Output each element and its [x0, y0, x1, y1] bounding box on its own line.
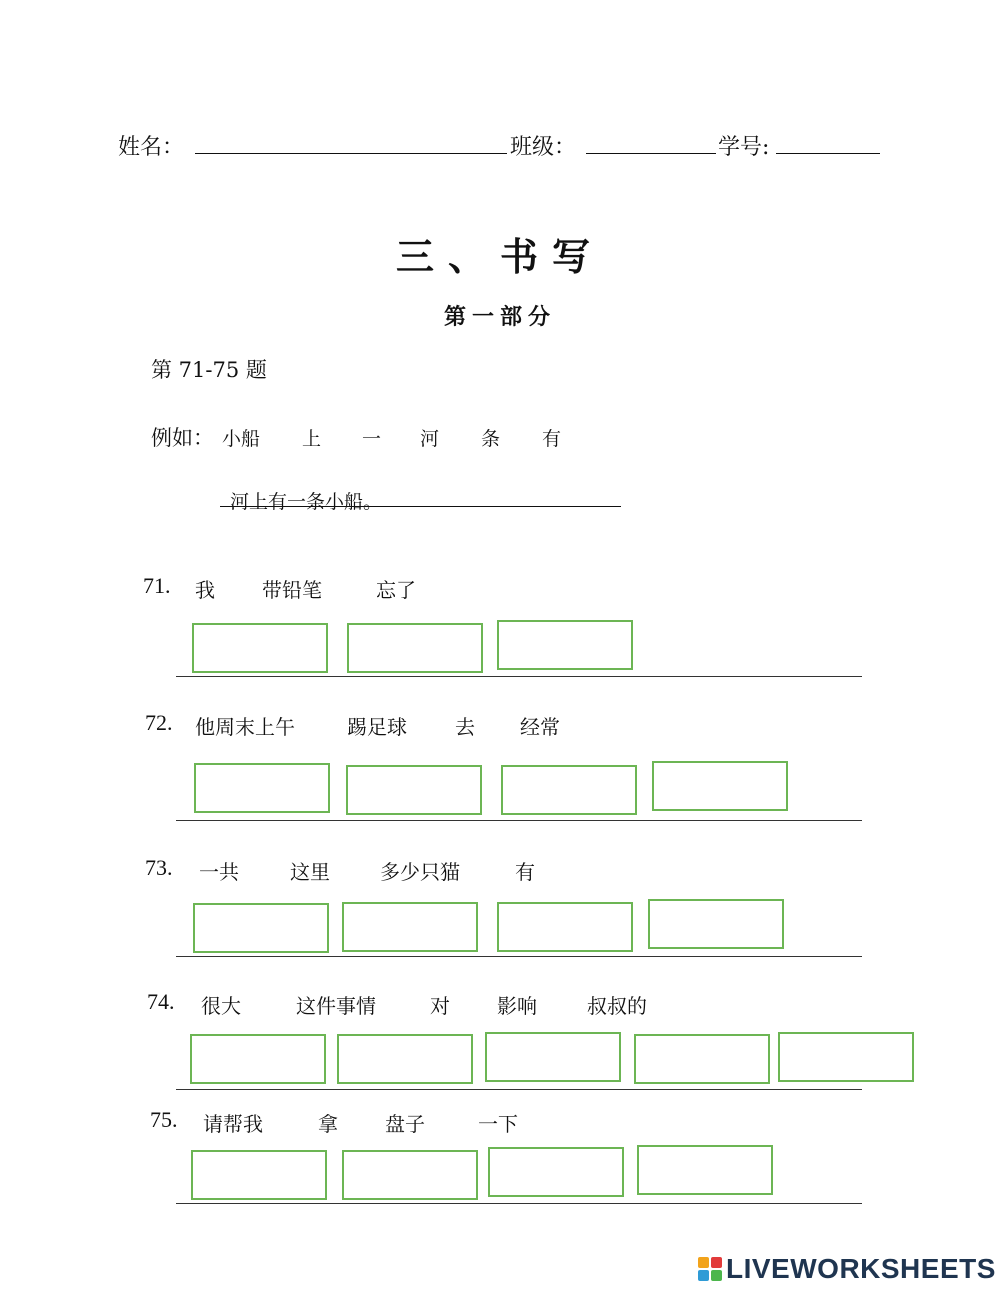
section-title: 三、书写: [395, 234, 604, 279]
answer-line-72: [176, 820, 862, 821]
answer-box-75-2[interactable]: [342, 1150, 478, 1200]
example-word: 一: [362, 428, 382, 450]
name-underline: [195, 153, 507, 154]
question-word: 对: [430, 994, 450, 1018]
answer-box-73-4[interactable]: [648, 899, 784, 949]
answer-box-75-4[interactable]: [637, 1145, 773, 1195]
question-word: 一共: [199, 860, 239, 884]
example-word: 上: [302, 428, 322, 450]
example-word: 河: [420, 428, 440, 450]
example-word: 条: [481, 428, 501, 450]
example-answer: 河上有一条小船。: [230, 491, 383, 513]
question-word: 带铅笔: [262, 578, 322, 602]
question-number-71: 71.: [143, 573, 171, 598]
answer-box-74-2[interactable]: [337, 1034, 473, 1084]
answer-box-72-3[interactable]: [501, 765, 637, 815]
answer-box-75-3[interactable]: [488, 1147, 624, 1197]
liveworksheets-logo: [698, 1252, 996, 1286]
question-number-73: 73.: [145, 855, 173, 880]
question-word: 忘了: [376, 578, 416, 602]
example-answer-underline: [220, 506, 621, 507]
instruction: 第 71-75 题: [151, 358, 267, 382]
answer-box-72-4[interactable]: [652, 761, 788, 811]
example-label: 例如：: [151, 426, 214, 450]
question-word: 一下: [478, 1112, 518, 1136]
question-word: 有: [515, 860, 535, 884]
answer-box-73-1[interactable]: [193, 903, 329, 953]
question-word: 很大: [201, 994, 241, 1018]
part-title: 第一部分: [443, 304, 556, 330]
question-word: 这里: [290, 860, 330, 884]
question-word: 影响: [497, 994, 537, 1018]
answer-box-71-2[interactable]: [347, 623, 483, 673]
answer-line-74: [176, 1089, 862, 1090]
answer-box-71-1[interactable]: [192, 623, 328, 673]
class-label: 班级：: [510, 135, 577, 160]
question-number-74: 74.: [147, 989, 175, 1014]
brand-name: LIVEWORKSHEETS: [726, 1253, 996, 1284]
question-word: 拿: [318, 1112, 338, 1136]
question-number-75: 75.: [150, 1107, 178, 1132]
question-word: 叔叔的: [587, 994, 647, 1018]
student-id-label: 学号:: [718, 135, 770, 160]
question-word: 踢足球: [347, 715, 407, 739]
question-word: 多少只猫: [380, 860, 460, 884]
example-word: 小船: [222, 428, 261, 450]
question-word: 他周末上午: [195, 715, 295, 739]
question-word: 去: [455, 715, 475, 739]
answer-box-74-1[interactable]: [190, 1034, 326, 1084]
answer-box-72-2[interactable]: [346, 765, 482, 815]
answer-box-74-5[interactable]: [778, 1032, 914, 1082]
answer-line-71: [176, 676, 862, 677]
student-id-underline: [776, 153, 880, 154]
answer-box-74-4[interactable]: [634, 1034, 770, 1084]
answer-line-73: [176, 956, 862, 957]
question-word: 经常: [520, 715, 560, 739]
name-label: 姓名：: [118, 135, 185, 160]
answer-box-71-3[interactable]: [497, 620, 633, 670]
answer-line-75: [176, 1203, 862, 1204]
answer-box-72-1[interactable]: [194, 763, 330, 813]
question-word: 这件事情: [296, 994, 376, 1018]
question-number-72: 72.: [145, 710, 173, 735]
example-word: 有: [542, 428, 562, 450]
answer-box-74-3[interactable]: [485, 1032, 621, 1082]
question-word: 请帮我: [203, 1112, 263, 1136]
question-word: 我: [195, 578, 215, 602]
answer-box-73-2[interactable]: [342, 902, 478, 952]
liveworksheets-logo-icon: [698, 1257, 722, 1281]
class-underline: [586, 153, 716, 154]
answer-box-73-3[interactable]: [497, 902, 633, 952]
question-word: 盘子: [385, 1112, 425, 1136]
answer-box-75-1[interactable]: [191, 1150, 327, 1200]
